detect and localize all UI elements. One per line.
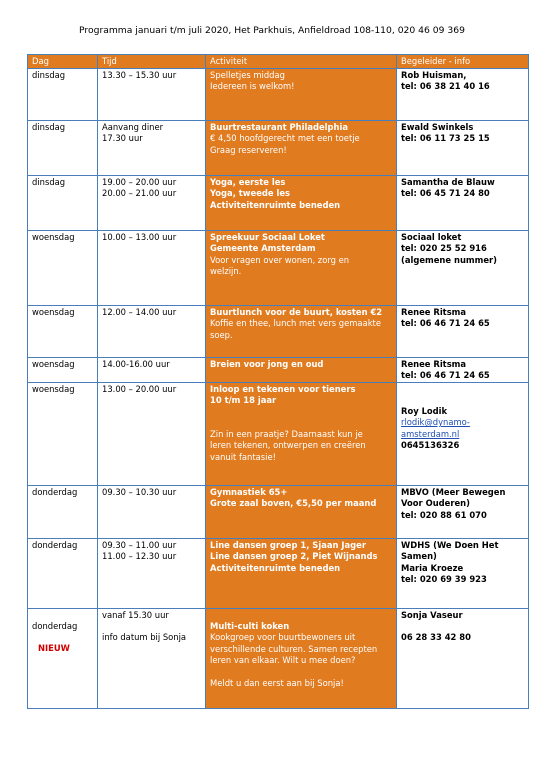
table-row: [28, 120, 529, 175]
act-line: vanuit fantasie!: [210, 451, 276, 462]
act-line: welzijn.: [210, 266, 242, 276]
info-line: 06 28 33 42 80: [401, 632, 471, 642]
table-row: [28, 230, 529, 305]
table-row: [28, 485, 529, 538]
act-line: leren tekenen, ontwerpen en creëren: [210, 440, 366, 450]
spacer: [210, 407, 392, 418]
act-line: Spreekuur Sociaal Loket: [210, 231, 325, 242]
tijd-line: 09.30 – 11.00 uur: [102, 539, 177, 550]
act-line: Zin in een praatje? Daarnaast kun je: [210, 428, 363, 439]
cell-activiteit: [206, 357, 397, 382]
cell-dag: [28, 538, 98, 608]
info-line: MBVO (Meer Bewegen: [401, 486, 506, 497]
act-line: Graag reserveren!: [210, 144, 287, 155]
tijd-line: vanaf 15.30 uur: [102, 609, 169, 620]
email-link[interactable]: amsterdam.nl: [401, 428, 460, 439]
act-line: Buurtrestaurant Philadelphia: [210, 121, 349, 132]
tijd-line: 14.00-16.00 uur: [102, 358, 170, 369]
cell-info: [397, 305, 529, 357]
spacer: [32, 632, 93, 643]
cell-tijd: [98, 230, 206, 305]
info-line: Renee Ritsma: [401, 358, 467, 369]
info-line: Ewald Swinkels: [401, 121, 474, 132]
info-line: tel: 06 38 21 40 16: [401, 81, 490, 91]
cell-dag: [28, 305, 98, 357]
spacer: [401, 384, 524, 395]
cell-activiteit: [206, 608, 397, 708]
act-line: leren van elkaar. Wilt u mee doen?: [210, 655, 356, 665]
info-line: WDHS (We Doen Het: [401, 539, 499, 550]
cell-activiteit: [206, 175, 397, 230]
act-line: Gymnastiek 65+: [210, 486, 288, 497]
tijd-line: 13.00 – 20.00 uur: [102, 383, 177, 394]
info-line: Maria Kroeze: [401, 562, 464, 573]
cell-info: [397, 382, 529, 485]
dag-text: woensdag: [32, 306, 75, 317]
cell-info: [397, 485, 529, 538]
info-line: tel: 020 69 39 923: [401, 574, 487, 584]
table-header-row: [28, 55, 529, 69]
act-line: Yoga, tweede les: [210, 188, 291, 198]
cell-tijd: [98, 357, 206, 382]
cell-dag: [28, 357, 98, 382]
cell-dag: [28, 175, 98, 230]
act-line: soep.: [210, 329, 233, 340]
table-row: [28, 382, 529, 485]
cell-tijd: [98, 485, 206, 538]
act-line: Spelletjes middag: [210, 69, 285, 80]
cell-info: [397, 120, 529, 175]
act-line: Kookgroep voor buurtbewoners uit: [210, 632, 356, 642]
info-line: Voor Ouderen): [401, 498, 470, 508]
info-line: tel: 06 11 73 25 15: [401, 133, 490, 143]
col-header-begeleider: Begeleider - info: [397, 55, 529, 69]
info-line: Roy Lodik: [401, 405, 448, 416]
cell-activiteit: [206, 68, 397, 120]
col-header-activiteit: Activiteit: [206, 55, 397, 69]
dag-text: dinsdag: [32, 176, 66, 187]
dag-text: dinsdag: [32, 121, 66, 132]
tijd-line: info datum bij Sonja: [102, 632, 187, 642]
tijd-line: 20.00 – 21.00 uur: [102, 188, 177, 198]
act-line: Activiteitenruimte beneden: [210, 199, 341, 210]
dag-text: woensdag: [32, 358, 75, 369]
cell-dag: [28, 68, 98, 120]
spacer: [210, 418, 392, 429]
dag-text: donderdag: [32, 539, 78, 550]
act-line: € 4,50 hoofdgerecht met een toetje: [210, 133, 360, 143]
cell-dag: [28, 230, 98, 305]
email-link[interactable]: rlodik@dynamo-: [401, 417, 470, 427]
tijd-line: Aanvang diner: [102, 121, 164, 132]
info-line: 0645136326: [401, 440, 460, 450]
cell-info: [397, 175, 529, 230]
spacer: [210, 667, 392, 678]
info-line: Renee Ritsma: [401, 306, 467, 317]
cell-activiteit: [206, 230, 397, 305]
info-line: Sociaal loket: [401, 231, 462, 242]
act-line: Line dansen groep 2, Piet Wijnands: [210, 551, 378, 561]
info-line: tel: 06 46 71 24 65: [401, 370, 490, 380]
table-row: [28, 175, 529, 230]
act-line: Iedereen is welkom!: [210, 81, 295, 91]
act-line: Breien voor jong en oud: [210, 358, 324, 369]
act-line: Yoga, eerste les: [210, 176, 286, 187]
cell-tijd: [98, 120, 206, 175]
col-header-dag: Dag: [28, 55, 98, 69]
cell-activiteit: [206, 485, 397, 538]
cell-tijd: [98, 382, 206, 485]
cell-activiteit: [206, 120, 397, 175]
dag-text: woensdag: [32, 383, 75, 394]
tijd-line: 17.30 uur: [102, 133, 143, 143]
spacer: [32, 610, 93, 621]
cell-activiteit: [206, 305, 397, 357]
dag-text: woensdag: [32, 231, 75, 242]
info-line: Rob Huisman,: [401, 69, 467, 80]
cell-tijd: [98, 538, 206, 608]
cell-dag: [28, 608, 98, 708]
cell-dag: [28, 120, 98, 175]
info-line: tel: 020 25 52 916: [401, 243, 487, 253]
table-row: [28, 305, 529, 357]
act-line: Multi-culti koken: [210, 620, 290, 631]
act-line: Gemeente Amsterdam: [210, 243, 316, 253]
act-line: Koffie en thee, lunch met vers gemaakte: [210, 318, 381, 328]
cell-dag: [28, 485, 98, 538]
info-line: Samantha de Blauw: [401, 176, 495, 187]
spacer: [401, 395, 524, 406]
dag-text: donderdag: [32, 486, 78, 497]
act-line: Inloop en tekenen voor tieners: [210, 383, 356, 394]
cell-info: [397, 357, 529, 382]
info-line: tel: 06 46 71 24 65: [401, 318, 490, 328]
cell-tijd: [98, 608, 206, 708]
act-line: verschillende culturen. Samen recepten: [210, 643, 378, 654]
table-row: [28, 608, 529, 708]
cell-dag: [28, 382, 98, 485]
info-line: Samen): [401, 551, 437, 561]
table-row: [28, 538, 529, 608]
info-line: (algemene nummer): [401, 254, 498, 265]
act-line: Meldt u dan eerst aan bij Sonja!: [210, 677, 344, 688]
info-line: tel: 020 88 61 070: [401, 509, 487, 520]
tijd-line: 12.00 – 14.00 uur: [102, 306, 177, 317]
spacer: [210, 610, 392, 621]
cell-activiteit: [206, 538, 397, 608]
cell-info: [397, 538, 529, 608]
table-row: [28, 68, 529, 120]
tijd-line: 09.30 – 10.30 uur: [102, 486, 177, 497]
cell-activiteit: [206, 382, 397, 485]
tijd-line: 13.30 – 15.30 uur: [102, 69, 177, 80]
cell-tijd: [98, 175, 206, 230]
page-title: Programma januari t/m juli 2020, Het Parkhuis, Anfieldroad 108-110, 020 46 09 369: [79, 25, 465, 36]
cell-info: [397, 68, 529, 120]
program-table: [27, 54, 529, 709]
act-line: Activiteitenruimte beneden: [210, 562, 341, 573]
dag-text: donderdag: [32, 620, 78, 631]
tijd-line: 10.00 – 13.00 uur: [102, 231, 177, 242]
act-line: 10 t/m 18 jaar: [210, 395, 277, 405]
cell-tijd: [98, 305, 206, 357]
act-line: Line dansen groep 1, Sjaan Jager: [210, 539, 366, 550]
tijd-line: 19.00 – 20.00 uur: [102, 176, 177, 187]
act-line: Buurtlunch voor de buurt, kosten €2: [210, 306, 383, 317]
spacer: [401, 621, 524, 632]
act-line: Grote zaal boven, €5,50 per maand: [210, 498, 377, 508]
info-line: Sonja Vaseur: [401, 609, 463, 620]
cell-tijd: [98, 68, 206, 120]
info-line: tel: 06 45 71 24 80: [401, 188, 490, 198]
dag-text: dinsdag: [32, 69, 66, 80]
tijd-line: 11.00 – 12.30 uur: [102, 551, 177, 561]
table-row: [28, 357, 529, 382]
spacer: [102, 621, 201, 632]
cell-info: [397, 230, 529, 305]
cell-info: [397, 608, 529, 708]
act-line: Voor vragen over wonen, zorg en: [210, 254, 350, 265]
col-header-tijd: Tijd: [98, 55, 206, 69]
new-badge: NIEUW: [38, 643, 70, 653]
